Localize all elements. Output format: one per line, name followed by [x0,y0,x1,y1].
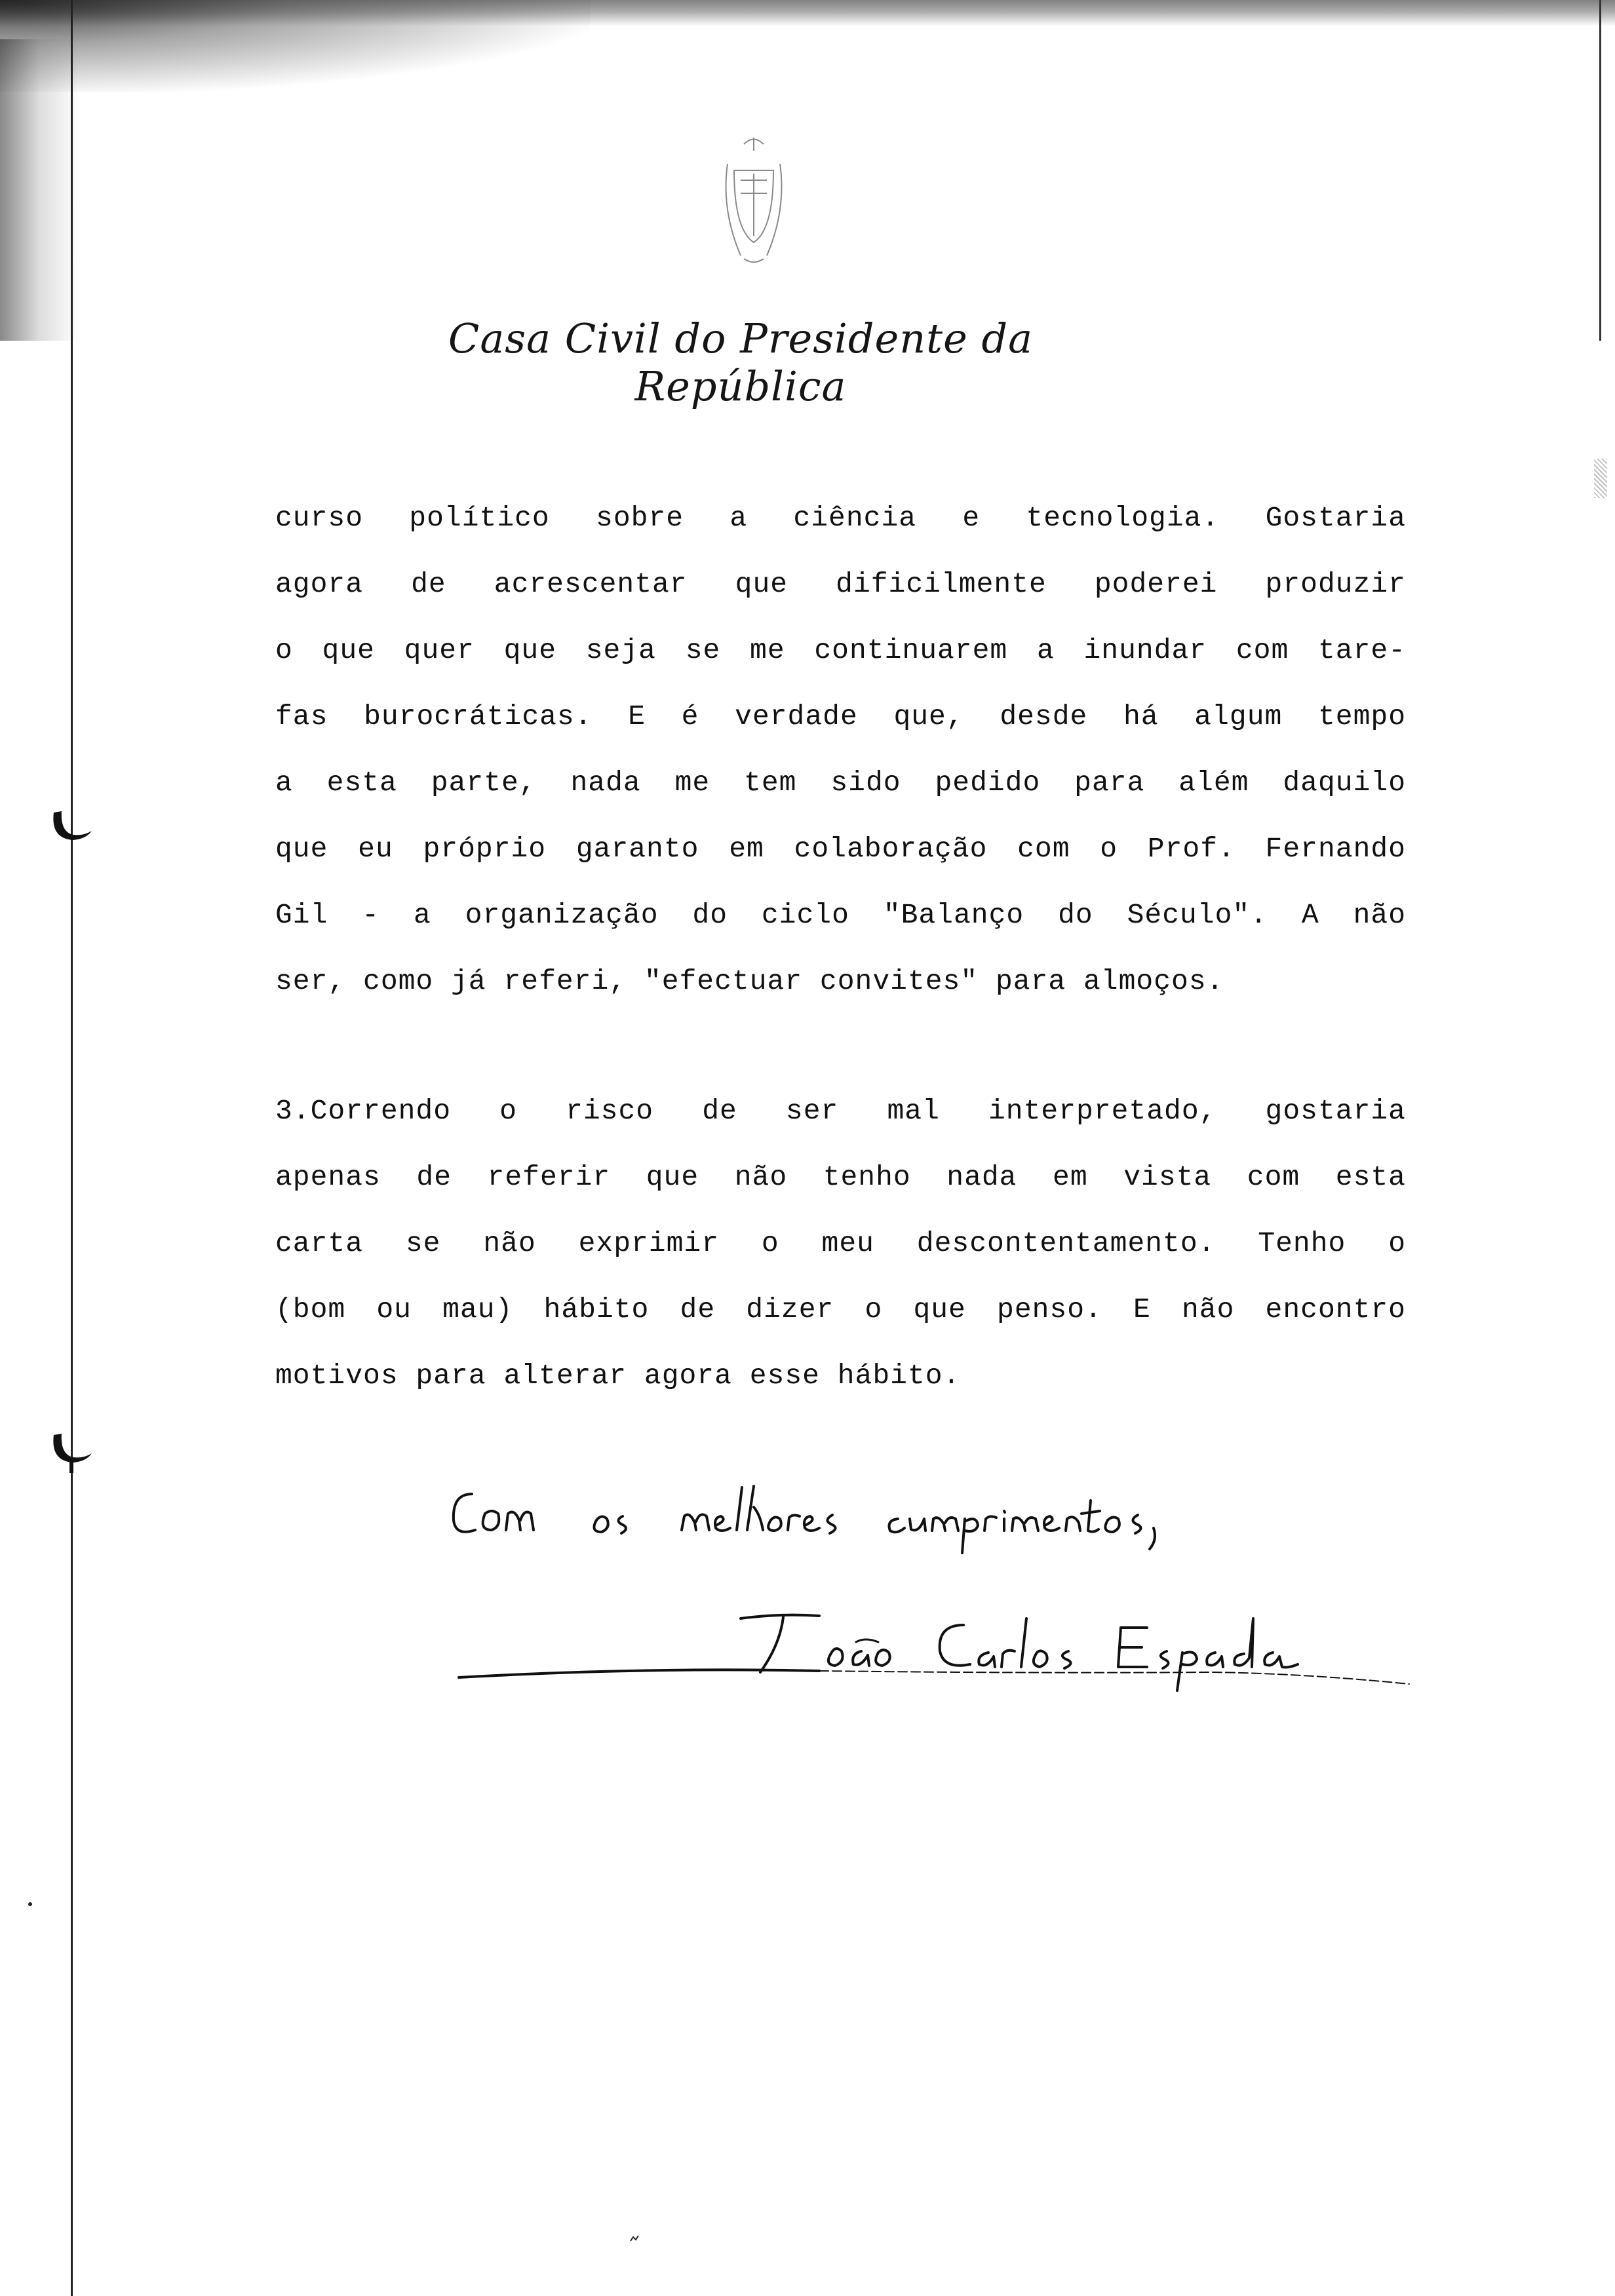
binder-clip-mark [47,1428,93,1474]
text-line: carta se não exprimir o meu descontentamento. Tenho o [275,1227,1406,1259]
text-line: agora de acrescentar que dificilmente poderei produzir [275,568,1406,600]
binder-clip-mark [47,806,93,852]
text-line: (bom ou mau) hábito de dizer o que penso. E não encontro [275,1293,1406,1326]
text-line: 3.Correndo o risco de ser mal interpretado, gostaria [275,1095,1406,1127]
text-line: curso político sobre a ciência e tecnologia. Gostaria [275,502,1406,534]
text-line: ser, como já referi, "efectuar convites" para almoços. [275,965,1224,997]
text-line: a esta parte, nada me tem sido pedido para além daquilo [275,767,1406,799]
scan-speck [26,1900,37,1909]
page-edge-line [1599,0,1601,341]
text-line: motivos para alterar agora esse hábito. [275,1360,961,1392]
scan-speck [629,2234,640,2244]
text-line: apenas de referir que não tenho nada em vista com esta [275,1161,1406,1193]
scan-speck [1594,459,1607,498]
handwritten-signature [452,1599,1422,1710]
text-line: que eu próprio garanto em colaboração com o Prof. Fernando [275,833,1406,865]
coat-of-arms-emblem [714,131,793,269]
binding-margin-line [71,0,73,2296]
handwritten-closing [446,1468,1285,1559]
text-line: Gil - a organização do ciclo "Balanço do Século". A não [275,899,1406,931]
scan-shadow-corner [0,0,590,92]
body-paragraph-2 [275,1078,1406,1409]
text-line: o que quer que seja se me continuarem a inundar com tare- [275,634,1406,666]
letterhead-title: Casa Civil do Presidente da República [448,315,1034,410]
scan-shadow-left [0,39,79,341]
body-paragraph-1 [275,485,1406,1014]
text-line: fas burocráticas. E é verdade que, desde há algum tempo [275,700,1406,733]
